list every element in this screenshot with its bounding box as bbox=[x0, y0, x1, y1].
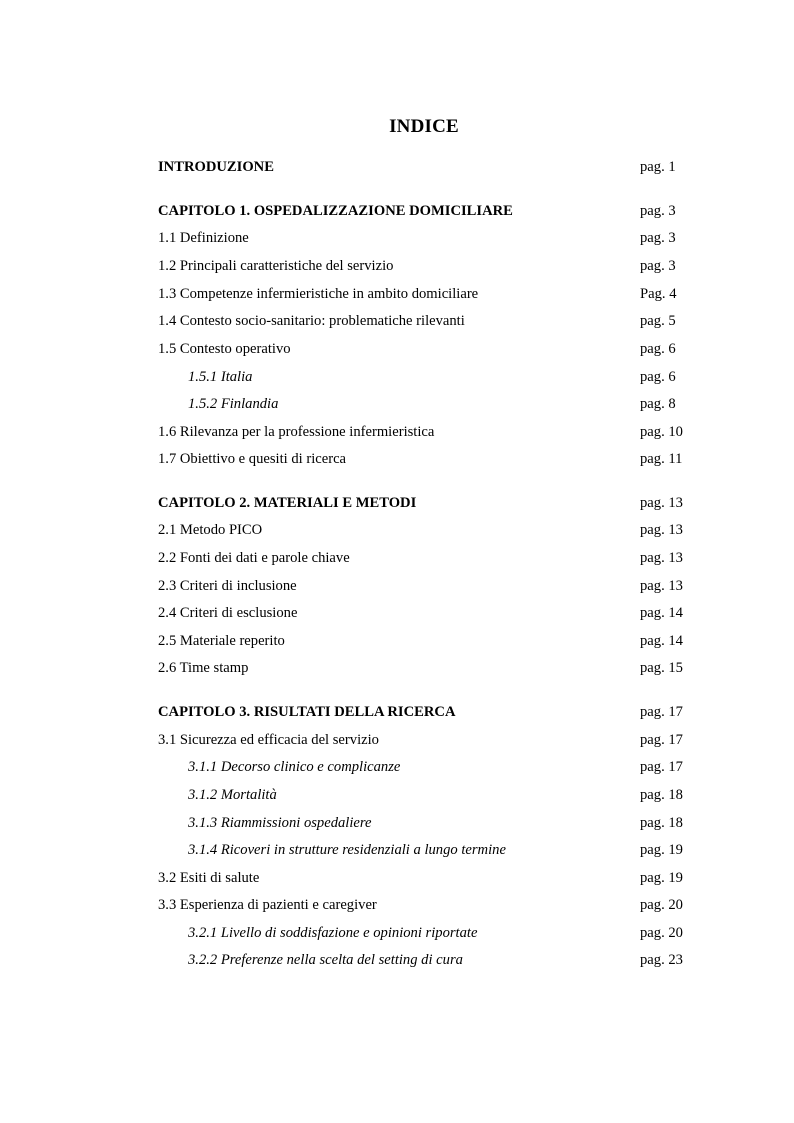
toc-entry-label: 1.1 Definizione bbox=[158, 230, 249, 246]
toc-entry-page: pag. 3 bbox=[640, 203, 676, 219]
toc-entry-page: Pag. 4 bbox=[640, 286, 677, 302]
toc-entry bbox=[158, 339, 688, 359]
toc-entry bbox=[158, 228, 688, 248]
toc-entry-page: pag. 13 bbox=[640, 578, 683, 594]
toc-entry-page: pag. 23 bbox=[640, 952, 683, 968]
toc-entry-label: 1.5.1 Italia bbox=[188, 369, 253, 385]
toc-entry bbox=[158, 284, 688, 304]
toc-entry-label: 2.3 Criteri di inclusione bbox=[158, 578, 297, 594]
toc-entry-page: pag. 8 bbox=[640, 396, 676, 412]
toc-entry-page: pag. 19 bbox=[640, 870, 683, 886]
toc-entry-page: pag. 18 bbox=[640, 787, 683, 803]
toc-entry bbox=[158, 868, 688, 888]
toc-entry-label: 1.5 Contesto operativo bbox=[158, 341, 291, 357]
toc-entry bbox=[158, 520, 688, 540]
toc-entry-label: CAPITOLO 3. RISULTATI DELLA RICERCA bbox=[158, 704, 456, 720]
toc-entry bbox=[158, 923, 688, 943]
toc-entry-page: pag. 19 bbox=[640, 842, 683, 858]
toc-entry-page: pag. 10 bbox=[640, 424, 683, 440]
toc-entry-chapter-2 bbox=[158, 493, 688, 513]
toc-entry-page: pag. 13 bbox=[640, 495, 683, 511]
toc-entry-label: 3.2 Esiti di salute bbox=[158, 870, 260, 886]
toc-entry-label: 3.2.1 Livello di soddisfazione e opinioni riportate bbox=[188, 925, 478, 941]
toc-entry bbox=[158, 394, 688, 414]
toc-entry-page: pag. 1 bbox=[640, 159, 676, 175]
toc-entry-label: 3.1 Sicurezza ed efficacia del servizio bbox=[158, 732, 379, 748]
toc-entry-page: pag. 3 bbox=[640, 258, 676, 274]
toc-entry-label: 2.6 Time stamp bbox=[158, 660, 249, 676]
toc-entry-label: 3.2.2 Preferenze nella scelta del setting di cura bbox=[188, 952, 463, 968]
toc-entry-label: 2.1 Metodo PICO bbox=[158, 522, 263, 538]
toc-entry-page: pag. 14 bbox=[640, 633, 683, 649]
toc-entry bbox=[158, 422, 688, 442]
toc-entry-label: 1.5.2 Finlandia bbox=[188, 396, 279, 412]
toc-entry bbox=[158, 730, 688, 750]
toc-entry-label: 1.3 Competenze infermieristiche in ambito domiciliare bbox=[158, 286, 479, 302]
toc-entry-label: CAPITOLO 1. OSPEDALIZZAZIONE DOMICILIARE bbox=[158, 203, 513, 219]
toc-entry bbox=[158, 367, 688, 387]
toc-entry bbox=[158, 813, 688, 833]
toc-entry-page: pag. 18 bbox=[640, 815, 683, 831]
toc-entry-label: 3.1.4 Ricoveri in strutture residenziali a lungo termine bbox=[188, 842, 506, 858]
toc-entry-page: pag. 20 bbox=[640, 897, 683, 913]
toc-entry-chapter-1 bbox=[158, 201, 688, 221]
toc-entry-page: pag. 14 bbox=[640, 605, 683, 621]
toc-entry-label: CAPITOLO 2. MATERIALI E METODI bbox=[158, 495, 417, 511]
toc-entry-introduzione bbox=[158, 157, 688, 177]
toc-entry-page: pag. 17 bbox=[640, 759, 683, 775]
toc-entry-label: 2.2 Fonti dei dati e parole chiave bbox=[158, 550, 350, 566]
toc-entry-page: pag. 6 bbox=[640, 369, 676, 385]
toc-entry bbox=[158, 576, 688, 596]
toc-entry bbox=[158, 950, 688, 970]
toc-entry-label: 3.1.1 Decorso clinico e complicanze bbox=[188, 759, 401, 775]
toc-entry-label: 3.3 Esperienza di pazienti e caregiver bbox=[158, 897, 377, 913]
toc-entry-label: 1.2 Principali caratteristiche del servizio bbox=[158, 258, 394, 274]
toc-entry-page: pag. 13 bbox=[640, 522, 683, 538]
toc-entry-page: pag. 17 bbox=[640, 704, 683, 720]
toc-entry bbox=[158, 603, 688, 623]
toc-entry-page: pag. 20 bbox=[640, 925, 683, 941]
toc-entry-page: pag. 17 bbox=[640, 732, 683, 748]
toc-entry bbox=[158, 895, 688, 915]
toc-entry bbox=[158, 840, 688, 860]
toc-entry bbox=[158, 631, 688, 651]
toc-entry-label: 1.4 Contesto socio-sanitario: problematiche rilevanti bbox=[158, 313, 465, 329]
toc-entry-label: INTRODUZIONE bbox=[158, 159, 274, 175]
toc-entry-page: pag. 3 bbox=[640, 230, 676, 246]
toc-entry bbox=[158, 785, 688, 805]
toc-entry-page: pag. 15 bbox=[640, 660, 683, 676]
toc-entry-page: pag. 6 bbox=[640, 341, 676, 357]
toc-entry bbox=[158, 548, 688, 568]
toc-entry bbox=[158, 658, 688, 678]
page-title: INDICE bbox=[389, 116, 459, 137]
toc-entry bbox=[158, 449, 688, 469]
toc-entry-page: pag. 11 bbox=[640, 451, 683, 467]
toc-entry-label: 1.7 Obiettivo e quesiti di ricerca bbox=[158, 451, 347, 467]
toc-entry-label: 2.5 Materiale reperito bbox=[158, 633, 285, 649]
toc-entry-label: 3.1.3 Riammissioni ospedaliere bbox=[188, 815, 372, 831]
toc-entry-label: 3.1.2 Mortalità bbox=[188, 787, 277, 803]
toc-entry bbox=[158, 757, 688, 777]
toc-entry-page: pag. 5 bbox=[640, 313, 676, 329]
toc-entry bbox=[158, 311, 688, 331]
toc-entry-chapter-3 bbox=[158, 702, 688, 722]
toc-entry-page: pag. 13 bbox=[640, 550, 683, 566]
toc-entry-label: 1.6 Rilevanza per la professione infermieristica bbox=[158, 424, 435, 440]
toc-entry-label: 2.4 Criteri di esclusione bbox=[158, 605, 298, 621]
toc-entry bbox=[158, 256, 688, 276]
